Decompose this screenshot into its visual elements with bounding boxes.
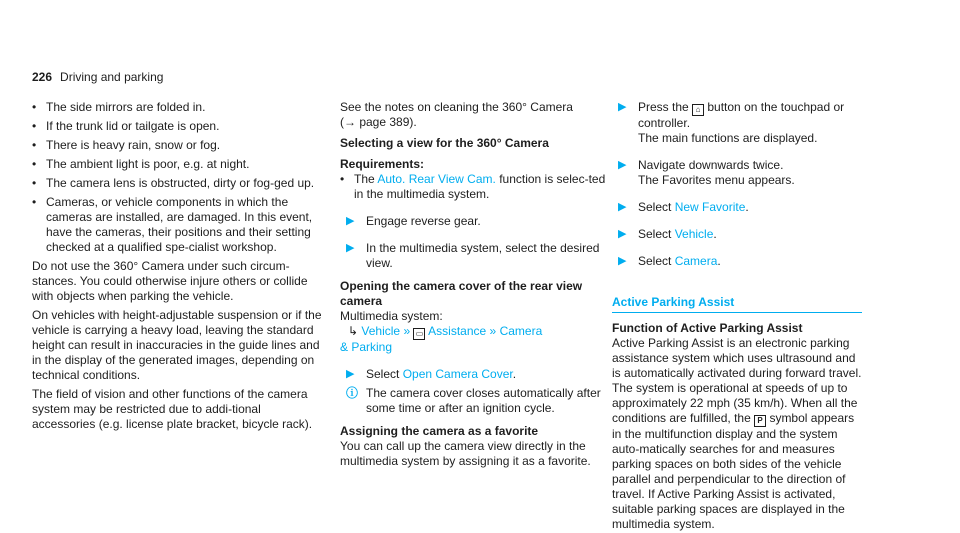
step: ▶ In the multimedia system, select the desired view.	[346, 241, 600, 270]
chevron-right-icon: »	[403, 324, 411, 338]
heading: Requirements:	[340, 157, 425, 171]
column-right	[612, 100, 864, 532]
paragraph: On vehicles with height-adjustable suspension or if the vehicle is carrying a heavy load, leaving the standard height can result in inaccuracies in the guide lines and in the display of the generated images, depending on technical conditions.	[32, 308, 322, 382]
list-item: • The side mirrors are folded in.	[32, 100, 206, 114]
parking-symbol-icon: P	[754, 415, 766, 427]
step-arrow-icon: ▶	[618, 201, 627, 213]
step-arrow-icon: ▶	[618, 159, 627, 171]
info-icon: ⓘ	[346, 386, 359, 400]
step-arrow-icon: ▶	[346, 242, 355, 254]
step-arrow-icon: ▶	[346, 368, 355, 380]
chevron-right-icon: »	[489, 324, 497, 338]
step-arrow-icon: ▶	[618, 101, 627, 113]
menu-link: Camera	[674, 254, 718, 268]
heading: Assigning the camera as a favorite	[340, 424, 539, 438]
path-vehicle: Vehicle	[361, 324, 401, 338]
heading: Selecting a view for the 360° Camera	[340, 136, 549, 150]
list-item: • The camera lens is obstructed, dirty or fog-ged up.	[32, 176, 315, 190]
path-parking: & Parking	[340, 340, 393, 354]
step: ▶ Select Camera.	[618, 254, 721, 268]
paragraph: Active Parking Assist is an electronic parking assistance system which uses ultrasound and is automatically activated during forward travel. The system is operational at speeds of up to approximately 22 mph (35 km/h). When all the conditions are fulfilled, the P symbol appears in the multifunction display and the system auto-matically searches for and measures parking spaces on both sides of the vehicle parallel and perpendicular to the direction of travel. If Active Parking Assist is activated, suitable parking spaces are displayed in the multimedia system.	[612, 336, 862, 531]
path-camera: Camera	[499, 324, 543, 338]
menu-link: Vehicle	[674, 227, 714, 241]
list-item: • The ambient light is poor, e.g. at night.	[32, 157, 250, 171]
step: ▶ Navigate downwards twice. The Favorites menu appears.	[618, 158, 795, 187]
menu-link: New Favorite	[674, 200, 746, 214]
heading: Function of Active Parking Assist	[612, 321, 803, 335]
step-arrow-icon: ▶	[618, 228, 627, 240]
paragraph: The field of vision and other functions of the camera system may be restricted due to addi-tional accessories (e.g. license plate bracket, bicycle rack).	[32, 387, 313, 431]
paragraph: See the notes on cleaning the 360° Camera (→ page 389).	[340, 100, 573, 129]
heading: Opening the camera cover of the rear view camera	[340, 279, 583, 308]
menu-link: Auto. Rear View Cam.	[377, 172, 496, 186]
car-icon: ▭	[413, 328, 425, 340]
column-middle	[340, 100, 606, 469]
step: ▶ Select Open Camera Cover.	[346, 367, 517, 381]
path-arrow-icon: ↳	[348, 324, 359, 338]
path-assistance: Assistance	[428, 324, 487, 338]
step-arrow-icon: ▶	[346, 215, 355, 227]
step: ▶ Select New Favorite.	[618, 200, 749, 214]
step: ▶ Engage reverse gear.	[346, 214, 481, 228]
menu-link: Open Camera Cover	[402, 367, 513, 381]
list-item: • Cameras, or vehicle components in which the cameras are installed, are damaged. In this event, have the cameras, their positions and their setting checked at a qualified spe-cialist workshop.	[32, 195, 313, 254]
paragraph: You can call up the camera view directly in the multimedia system by assigning it as a favorite.	[340, 439, 591, 468]
page-title: Driving and parking	[60, 70, 164, 84]
home-icon: ⌂	[692, 104, 704, 116]
step-arrow-icon: ▶	[618, 255, 627, 267]
step: ▶ Select Vehicle.	[618, 227, 717, 241]
step: ▶ Press the ⌂ button on the touchpad or controller. The main functions are displayed.	[618, 100, 845, 145]
list-item: • If the trunk lid or tailgate is open.	[32, 119, 220, 133]
menu-path	[340, 324, 606, 355]
paragraph: Do not use the 360° Camera under such circum-stances. You could otherwise injure others or collide with objects when parking the vehicle.	[32, 259, 308, 303]
paragraph: Multimedia system:	[340, 309, 443, 323]
page-number: 226	[32, 70, 53, 84]
list-item: • There is heavy rain, snow or fog.	[32, 138, 221, 152]
list-item: • The Auto. Rear View Cam. function is selec-ted in the multimedia system.	[340, 172, 606, 201]
page-header	[32, 70, 163, 85]
column-left	[32, 100, 322, 432]
note: ⓘ The camera cover closes automatically after some time or after an ignition cycle.	[346, 386, 601, 415]
section-heading: Active Parking Assist	[612, 295, 862, 313]
